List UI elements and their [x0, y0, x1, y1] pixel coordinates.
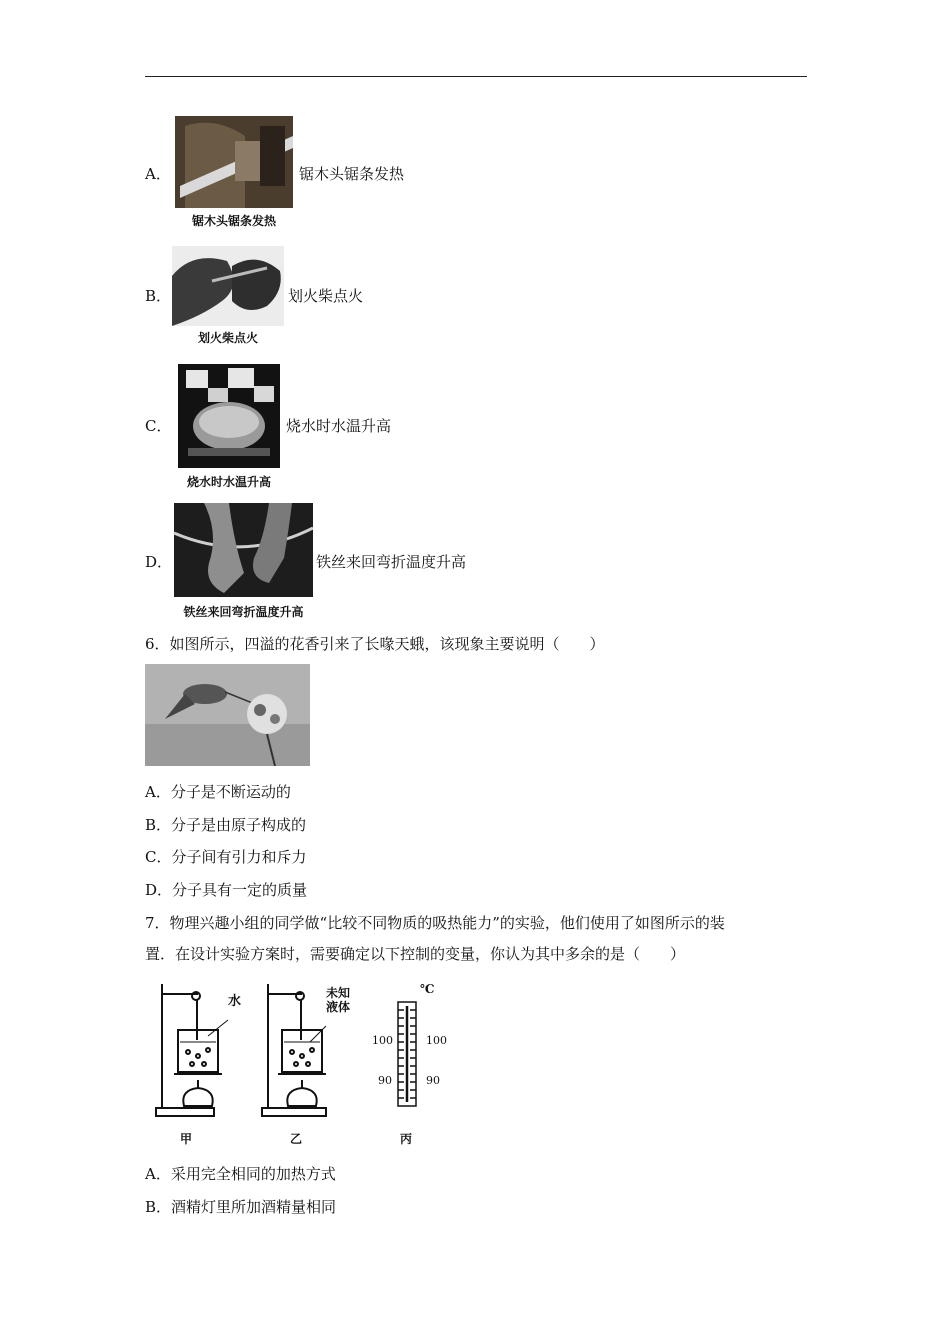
q6-option-b: B．分子是由原子构成的 — [145, 816, 307, 834]
kettle-caption: 烧水时水温升高 — [186, 475, 271, 489]
q5-option-d-text: 铁丝来回弯折温度升高 — [316, 553, 467, 571]
saw-wood-caption: 锯木头锯条发热 — [191, 214, 276, 228]
thermo-unit: ℃ — [420, 982, 435, 996]
q7-stem-line2: 置．在设计实验方案时，需要确定以下控制的变量，你认为其中多余的是（ ） — [145, 945, 686, 963]
label-water: 水 — [228, 994, 242, 1009]
thermo-100-left: 100 — [372, 1034, 393, 1047]
q7-stem-line1: 7．物理兴趣小组的同学做“比较不同物质的吸热能力”的实验，他们使用了如图所示的装 — [145, 914, 725, 932]
q6-option-d: D．分子具有一定的质量 — [145, 881, 308, 899]
moth-flower-image — [145, 664, 310, 766]
label-unknown-1: 未知 — [326, 986, 351, 1000]
match-strike-image — [172, 246, 284, 326]
label-yi: 乙 — [290, 1132, 303, 1146]
q7-option-b: B．酒精灯里所加酒精量相同 — [145, 1198, 337, 1216]
q5-option-b-label: B． — [145, 287, 172, 305]
thermo-100-right: 100 — [426, 1034, 447, 1047]
label-bing: 丙 — [400, 1132, 413, 1146]
wire-bend-image — [174, 503, 313, 597]
thermo-90-right: 90 — [426, 1074, 440, 1087]
kettle-image — [178, 364, 280, 468]
apparatus-drawing — [150, 980, 460, 1150]
q5-option-a-text: 锯木头锯条发热 — [299, 165, 405, 183]
wire-bend-caption: 铁丝来回弯折温度升高 — [183, 605, 304, 619]
q5-option-d-label: D． — [145, 553, 173, 571]
thermometer-bing — [398, 1002, 416, 1106]
saw-wood-image — [175, 116, 293, 208]
match-strike-caption: 划火柴点火 — [197, 331, 258, 345]
thermo-90-left: 90 — [378, 1074, 392, 1087]
q7-option-a: A．采用完全相同的加热方式 — [145, 1165, 336, 1183]
q5-option-a-label: A． — [145, 165, 171, 183]
label-jia: 甲 — [180, 1132, 193, 1146]
apparatus-jia — [156, 984, 228, 1116]
apparatus-yi — [262, 984, 326, 1116]
q6-stem: 6．如图所示，四溢的花香引来了长喙天蛾，该现象主要说明（ ） — [145, 635, 605, 653]
q5-option-b-text: 划火柴点火 — [288, 287, 364, 305]
q6-option-c: C．分子间有引力和斥力 — [145, 848, 307, 866]
q7-apparatus-figure — [150, 980, 460, 1150]
label-unknown-2: 液体 — [326, 1000, 351, 1014]
q6-option-a: A．分子是不断运动的 — [145, 783, 291, 801]
header-rule — [145, 76, 807, 77]
q5-option-c-label: C． — [145, 417, 172, 435]
q5-option-c-text: 烧水时水温升高 — [286, 417, 392, 435]
